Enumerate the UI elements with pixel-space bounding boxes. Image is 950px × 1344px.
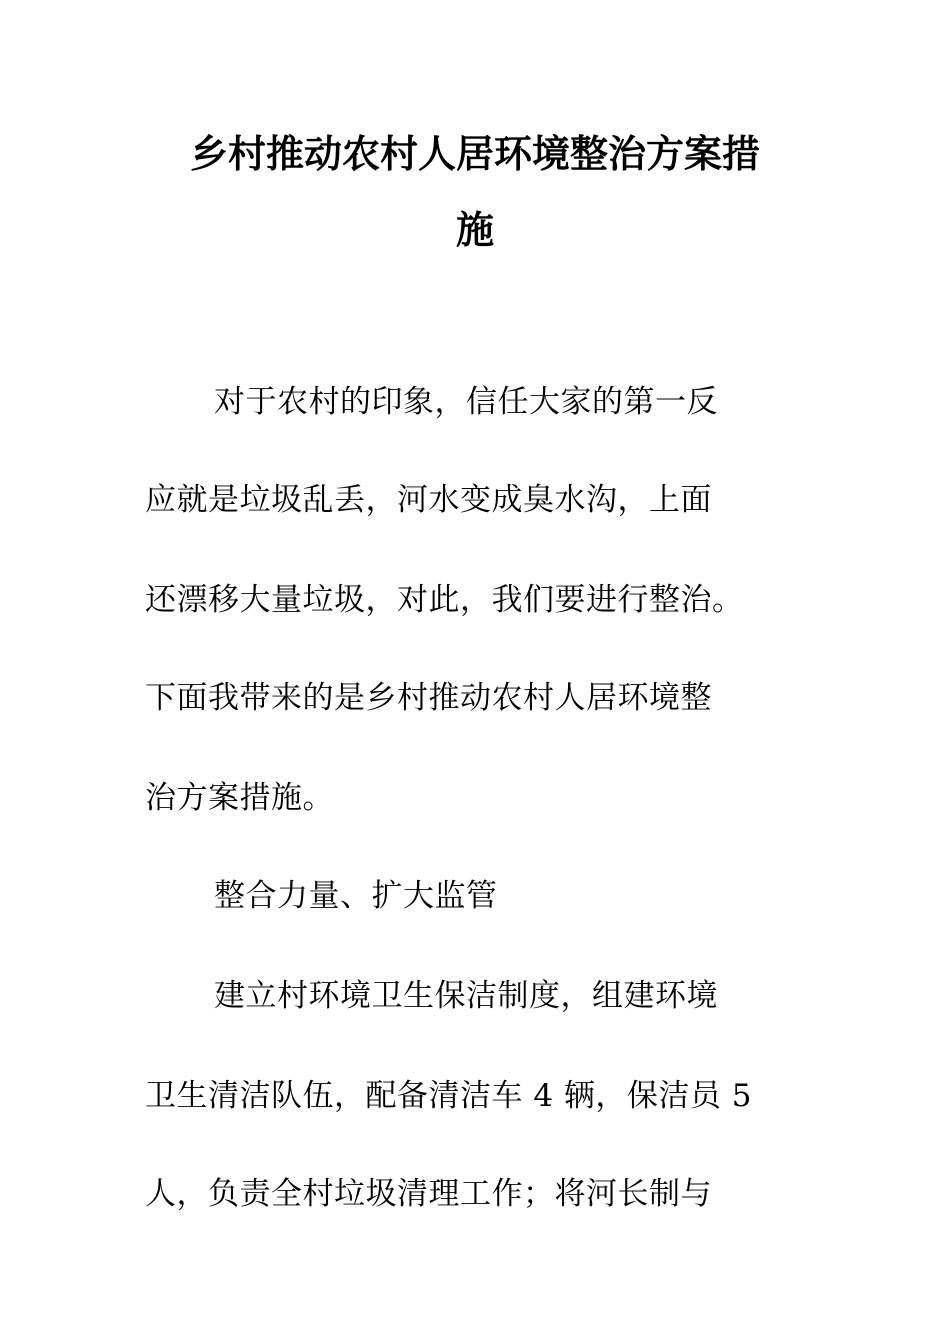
section-heading: 整合力量、扩大监管 — [214, 878, 498, 914]
paragraph-line: 还漂移大量垃圾，对此，我们要进行整治。 — [145, 582, 744, 618]
paragraph-line: 对于农村的印象，信任大家的第一反 — [214, 384, 718, 420]
paragraph-line: 下面我带来的是乡村推动农村人居环境整 — [145, 680, 712, 716]
paragraph-line: 治方案措施。 — [145, 780, 334, 816]
document-title-line-1: 乡村推动农村人居环境整治方案措 — [189, 132, 760, 176]
paragraph-line: 建立村环境卫生保洁制度，组建环境 — [214, 978, 718, 1014]
paragraph-line: 人，负责全村垃圾清理工作；将河长制与 — [145, 1176, 712, 1212]
paragraph-line: 应就是垃圾乱丢，河水变成臭水沟，上面 — [145, 482, 712, 518]
document-title-line-2: 施 — [455, 208, 494, 252]
paragraph-line: 卫生清洁队伍，配备清洁车 4 辆，保洁员 5 — [145, 1078, 753, 1114]
